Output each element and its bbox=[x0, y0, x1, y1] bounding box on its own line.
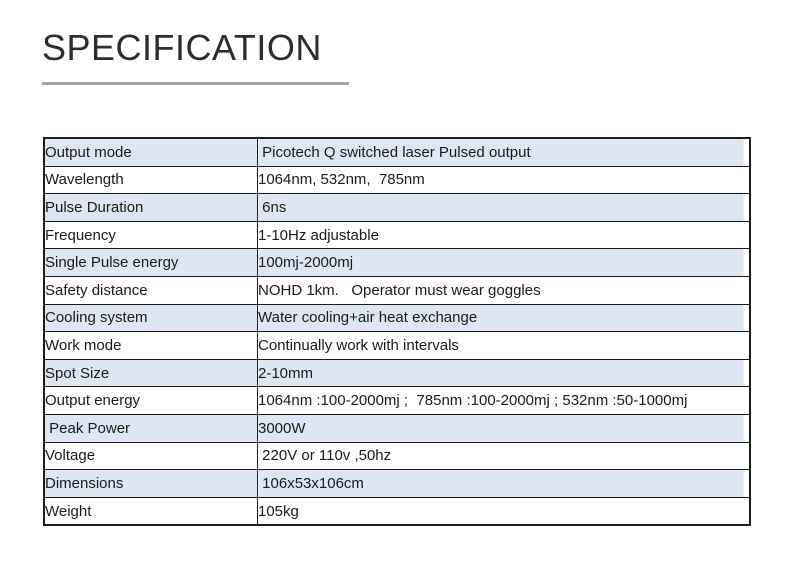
table-row-frequency bbox=[44, 221, 750, 249]
table-row-output-mode bbox=[44, 138, 750, 166]
spec-value: 106x53x106cm bbox=[258, 470, 751, 498]
table-row-spot-size bbox=[44, 359, 750, 387]
spec-value: 1-10Hz adjustable bbox=[258, 221, 751, 249]
table-row-weight bbox=[44, 497, 750, 525]
table-row-peak-power bbox=[44, 414, 750, 442]
spec-value: 2-10mm bbox=[258, 359, 751, 387]
spec-value: Picotech Q switched laser Pulsed output bbox=[258, 138, 751, 166]
table-row-dimensions bbox=[44, 470, 750, 498]
table-row-pulse-duration bbox=[44, 194, 750, 222]
spec-value: Continually work with intervals bbox=[258, 332, 751, 360]
spec-label: Spot Size bbox=[44, 359, 258, 387]
spec-label: Dimensions bbox=[44, 470, 258, 498]
table-row-cooling-system bbox=[44, 304, 750, 332]
spec-label: Pulse Duration bbox=[44, 194, 258, 222]
spec-label: Output energy bbox=[44, 387, 258, 415]
spec-label: Cooling system bbox=[44, 304, 258, 332]
page-title: SPECIFICATION bbox=[42, 27, 322, 68]
table-row-wavelength bbox=[44, 166, 750, 194]
table-row-work-mode bbox=[44, 332, 750, 360]
table-row-output-energy bbox=[44, 387, 750, 415]
table-row-voltage bbox=[44, 442, 750, 470]
spec-value: 105kg bbox=[258, 497, 751, 525]
spec-value: Water cooling+air heat exchange bbox=[258, 304, 751, 332]
spec-label: Safety distance bbox=[44, 276, 258, 304]
specification-table bbox=[43, 137, 751, 526]
spec-label: Single Pulse energy bbox=[44, 249, 258, 277]
spec-label: Work mode bbox=[44, 332, 258, 360]
spec-value: 220V or 110v ,50hz bbox=[258, 442, 751, 470]
spec-value: NOHD 1km. Operator must wear goggles bbox=[258, 276, 751, 304]
spec-label: Weight bbox=[44, 497, 258, 525]
table-row-single-pulse-energy bbox=[44, 249, 750, 277]
spec-value: 100mj-2000mj bbox=[258, 249, 751, 277]
spec-label: Frequency bbox=[44, 221, 258, 249]
spec-label: Output mode bbox=[44, 138, 258, 166]
spec-label: Voltage bbox=[44, 442, 258, 470]
table-row-safety-distance bbox=[44, 276, 750, 304]
specification-table-body bbox=[44, 138, 750, 525]
spec-label: Wavelength bbox=[44, 166, 258, 194]
spec-label: Peak Power bbox=[44, 414, 258, 442]
spec-value: 1064nm, 532nm, 785nm bbox=[258, 166, 751, 194]
spec-value: 6ns bbox=[258, 194, 751, 222]
spec-value: 3000W bbox=[258, 414, 751, 442]
spec-value: 1064nm :100-2000mj ; 785nm :100-2000mj ; 532nm :50-1000mj bbox=[258, 387, 751, 415]
title-underline bbox=[42, 82, 349, 85]
